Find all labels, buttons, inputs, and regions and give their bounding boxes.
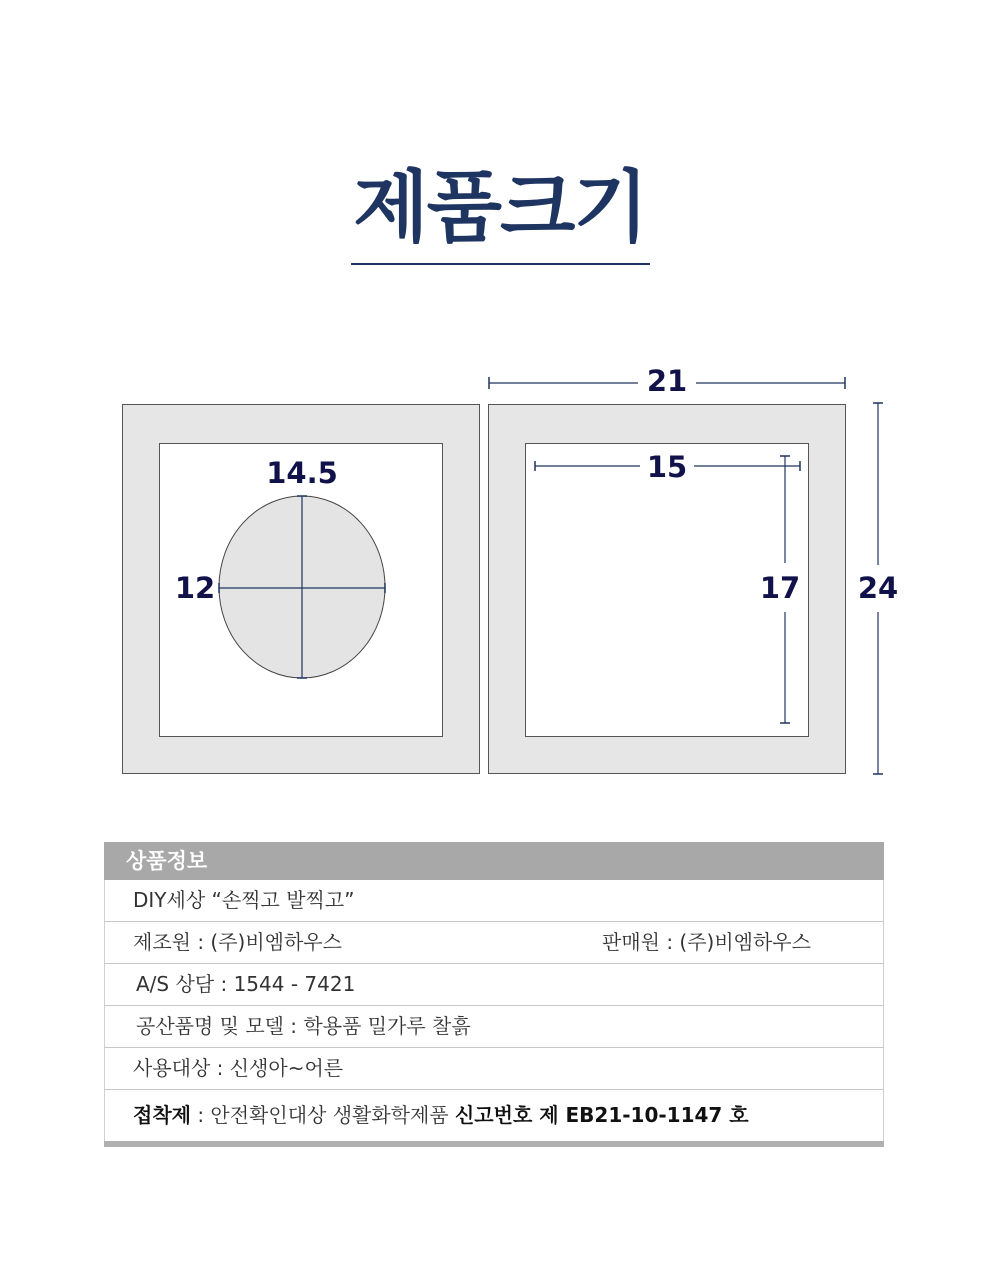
outer-width-label: 21 [646,364,688,398]
product-info-table [104,842,884,1147]
hole-height-label: 12 [174,571,216,605]
as-contact: A/S 상담 : 1544 - 7421 [136,972,356,996]
product-info-header: 상품정보 [104,842,884,880]
adhesive-label: 접착제 [133,1103,191,1127]
model: 공산품명 및 모델 : 학용품 밀가루 찰흙 [136,1014,471,1038]
hole-width-label: 14.5 [266,456,338,490]
target: 사용대상 : 신생아~어른 [133,1056,344,1080]
report-number: 신고번호 제 EB21-10-1147 호 [454,1103,749,1127]
product-name: DIY세상 “손찍고 발찍고” [133,888,355,912]
as-contact-row [104,964,884,1006]
model-row [104,1006,884,1048]
adhesive-row [104,1090,884,1141]
adhesive-description: : 안전확인대상 생활화학제품 [190,1103,455,1127]
inner-width-label: 15 [646,450,688,484]
manufacturer-row [104,922,884,964]
adhesive-line [133,1090,749,1141]
size-diagram [0,360,1000,790]
outer-height-label: 24 [857,571,899,605]
target-row [104,1048,884,1090]
title-underline [351,263,650,265]
product-name-row [104,880,884,922]
inner-height-label: 17 [759,571,801,605]
manufacturer: 제조원 : (주)비엠하우스 [133,930,342,954]
seller: 판매원 : (주)비엠하우스 [602,930,811,954]
page-title: 제품크기 [353,163,647,253]
